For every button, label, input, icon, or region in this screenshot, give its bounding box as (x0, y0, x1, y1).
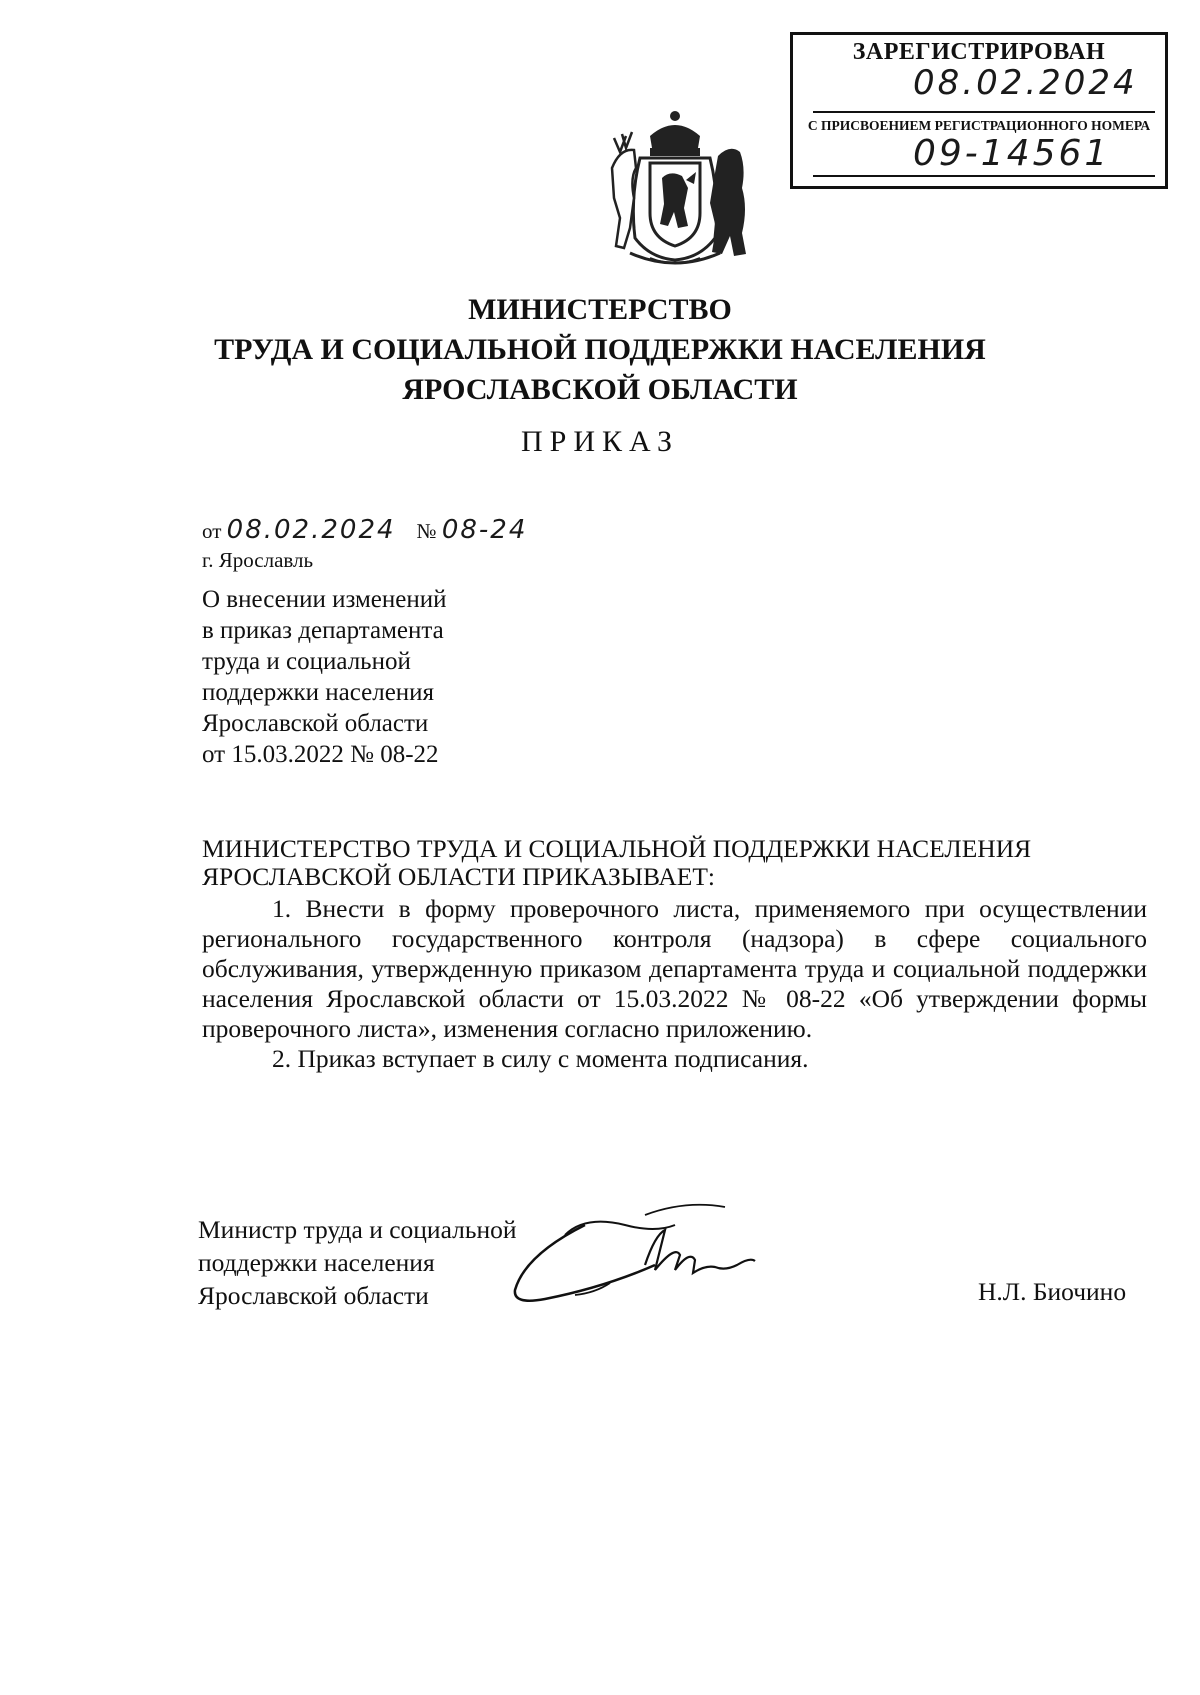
stamp-title: ЗАРЕГИСТРИРОВАН (852, 39, 1106, 65)
preamble-line: ЯРОСЛАВСКОЙ ОБЛАСТИ ПРИКАЗЫВАЕТ: (202, 862, 716, 891)
document-type-title: ПРИКАЗ (521, 425, 679, 458)
subject-line: поддержки населения (202, 679, 435, 706)
handwritten-signature (505, 1195, 795, 1310)
preamble-line: МИНИСТЕРСТВО ТРУДА И СОЦИАЛЬНОЙ ПОДДЕРЖКИ НАСЕЛЕНИЯ (202, 834, 1032, 863)
stamp-handwritten-number: 09-14561 (913, 133, 1111, 174)
stamp-caption: С ПРИСВОЕНИЕМ РЕГИСТРАЦИОННОГО НОМЕРА (807, 118, 1151, 133)
order-preamble (202, 835, 1147, 891)
stamp-divider (813, 175, 1155, 177)
signer-name: Н.Л. Биочино (978, 1277, 1127, 1306)
subject-line: в приказ департамента (202, 617, 444, 644)
signer-position-line: Министр труда и социальной (198, 1215, 517, 1244)
subject-line: от 15.03.2022 № 08-22 (202, 741, 439, 768)
org-line: ЯРОСЛАВСКОЙ ОБЛАСТИ (402, 373, 798, 406)
coat-of-arms-icon (590, 108, 760, 268)
subject-line: Ярославской области (202, 710, 429, 737)
signer-position-line: поддержки населения (198, 1248, 435, 1277)
signer-position-line: Ярославской области (198, 1281, 429, 1310)
number-prefix: № (416, 519, 437, 543)
city: г. Ярославль (202, 548, 314, 572)
order-number: 08-24 (441, 515, 528, 545)
org-line: МИНИСТЕРСТВО (468, 293, 732, 326)
order-body (202, 894, 1147, 1074)
org-line: ТРУДА И СОЦИАЛЬНОЙ ПОДДЕРЖКИ НАСЕЛЕНИЯ (214, 333, 986, 366)
order-date-number (202, 515, 527, 545)
order-date: 08.02.2024 (226, 515, 396, 545)
stamp-handwritten-date: 08.02.2024 (913, 63, 1138, 103)
subject-line: О внесении изменений (202, 586, 447, 613)
order-subject (202, 584, 522, 770)
order-item: 2. Приказ вступает в силу с момента подписания. (272, 1044, 809, 1073)
order-item: 1. Внести в форму проверочного листа, применяемого при осуществлении регионального государственного контроля (надзора) в сфере социального обслуживания, утвержденную приказом департамента труда и социальной поддержки населения Ярославской области от 15.03.2022 № 08-22 «Об утверждении формы проверочного листа», изменения согласно приложению. (202, 894, 1147, 1043)
stamp-divider (813, 111, 1155, 113)
subject-line: труда и социальной (202, 648, 411, 675)
registration-stamp (790, 32, 1168, 189)
organization-header (0, 290, 1200, 410)
date-prefix: от (202, 519, 222, 543)
